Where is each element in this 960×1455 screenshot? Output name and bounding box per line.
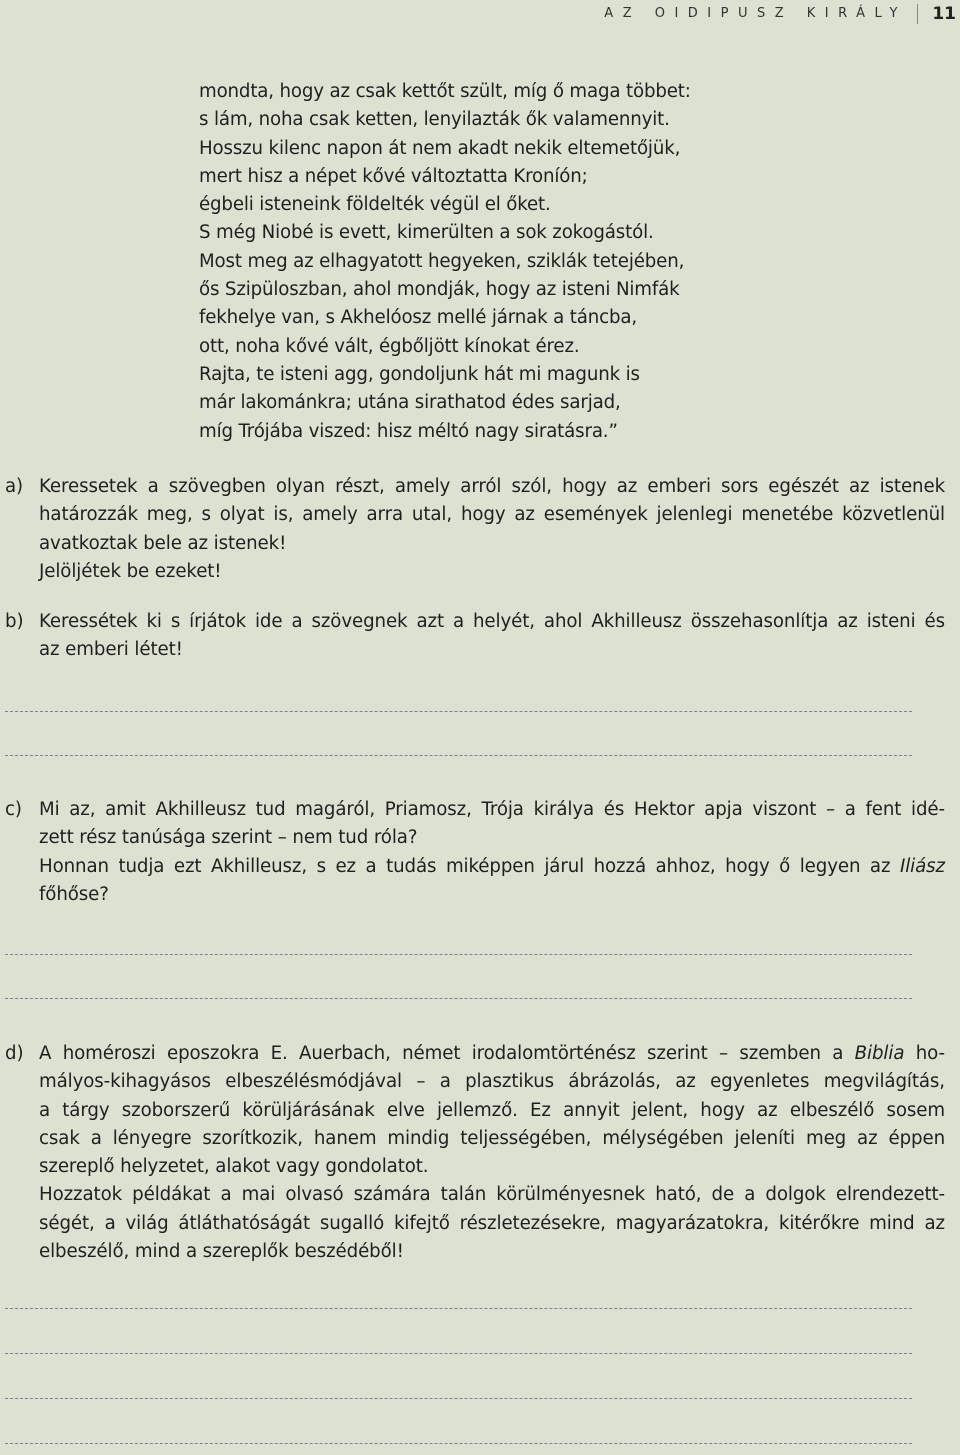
question-text-line: mályos-kihagyásos elbeszélésmódjával – a plasztikus ábrázolás, az egyenletes megvilágítás, bbox=[39, 1071, 945, 1093]
answer-line[interactable] bbox=[5, 1353, 912, 1354]
question-text-line: ségét, a világ átláthatóságát sugalló kifejtő részletezésekre, magyarázatokra, kitérőkre mind az bbox=[39, 1212, 945, 1234]
answer-line[interactable] bbox=[5, 998, 912, 999]
poem-line: már lakománkra; utána sirathatod édes sarjad, bbox=[199, 392, 621, 414]
poem-line: Hosszu kilenc napon át nem akadt nekik eltemetőjük, bbox=[199, 137, 681, 159]
question-letter: c) bbox=[5, 799, 22, 820]
question-text-line: főhőse? bbox=[39, 883, 109, 905]
answer-line[interactable] bbox=[5, 711, 912, 712]
poem-line: mert hisz a népet kővé változtatta Kroníón; bbox=[199, 165, 588, 187]
question-d bbox=[0, 1040, 945, 1266]
running-title: AZ OIDIPUSZ KIRÁLY bbox=[604, 6, 907, 21]
page-number: 11 bbox=[917, 4, 960, 24]
answer-line[interactable] bbox=[5, 1443, 912, 1444]
question-text-line: a tárgy szoborszerű körüljárásának elve jellemző. Ez annyit jelent, hogy az elbeszélő sosem bbox=[39, 1099, 945, 1121]
question-text-line: Keressetek a szövegben olyan részt, amely arról szól, hogy az emberi sors egészét az istenek bbox=[39, 476, 945, 497]
question-c bbox=[0, 796, 945, 909]
italic-title: Iliász bbox=[899, 855, 945, 877]
answer-line[interactable] bbox=[5, 1308, 912, 1309]
poem-line: míg Trójába viszed: hisz méltó nagy siratásra.” bbox=[199, 420, 618, 442]
poem-line: Rajta, te isteni agg, gondoljunk hát mi magunk is bbox=[199, 363, 640, 385]
question-text-line: szereplő helyzetet, alakot vagy gondolatot. bbox=[39, 1156, 429, 1178]
answer-line[interactable] bbox=[5, 1398, 912, 1399]
answer-line[interactable] bbox=[5, 755, 912, 756]
poem-line: S még Niobé is evett, kimerülten a sok zokogástól. bbox=[199, 222, 654, 244]
question-text-line: csak a lényegre szorítkozik, hanem mindig teljességében, mélységében jeleníti meg az éppen bbox=[39, 1127, 945, 1149]
question-text-line: Keressétek ki s írjátok ide a szövegnek azt a helyét, ahol Akhilleusz összehasonlítja az isteni és bbox=[39, 611, 945, 632]
question-text: ho- bbox=[915, 1043, 945, 1064]
italic-title: Biblia bbox=[854, 1043, 905, 1064]
question-text-line: Jelöljétek be ezeket! bbox=[39, 560, 222, 582]
poem-quotation bbox=[199, 78, 929, 446]
question-letter: a) bbox=[5, 476, 24, 497]
question-text-line: az emberi létet! bbox=[39, 639, 183, 661]
question-letter: d) bbox=[5, 1043, 24, 1064]
question-text-line: zett rész tanúsága szerint – nem tud róla? bbox=[39, 827, 418, 849]
question-text-line: elbeszélő, mind a szereplők beszédéből! bbox=[39, 1241, 404, 1263]
question-text-line bbox=[39, 853, 945, 881]
question-a bbox=[0, 473, 945, 586]
poem-line: égbeli isteneink földelték végül el őket. bbox=[199, 194, 551, 216]
running-header bbox=[604, 4, 960, 26]
poem-line: ős Szipüloszban, ahol mondják, hogy az isteni Nimfák bbox=[199, 279, 680, 301]
question-text-line bbox=[39, 1040, 945, 1068]
poem-line: ott, noha kővé vált, égbőljött kínokat érez. bbox=[199, 335, 580, 357]
question-text-line: határozzák meg, s olyat is, amely arra utal, hogy az események jelenlegi menetébe közvetlenül bbox=[39, 504, 945, 526]
question-b bbox=[0, 608, 945, 665]
poem-line: fekhelye van, s Akhelóosz mellé járnak a táncba, bbox=[199, 307, 638, 329]
answer-line[interactable] bbox=[5, 954, 912, 955]
question-text: A homéroszi eposzokra E. Auerbach, német irodalomtörténész szerint – szemben a bbox=[39, 1043, 844, 1064]
poem-line: mondta, hogy az csak kettőt szült, míg ő maga többet: bbox=[199, 81, 691, 102]
question-text-line: avatkoztak bele az istenek! bbox=[39, 532, 287, 554]
poem-line: Most meg az elhagyatott hegyeken, sziklák tetejében, bbox=[199, 250, 685, 272]
question-text-line: Mi az, amit Akhilleusz tud magáról, Priamosz, Trója királya és Hektor apja viszont – a fent idé- bbox=[39, 799, 945, 820]
question-text: Honnan tudja ezt Akhilleusz, s ez a tudás miképpen járul hozzá ahhoz, hogy ő legyen az bbox=[39, 855, 891, 877]
question-letter: b) bbox=[5, 611, 24, 632]
question-text-line: Hozzatok példákat a mai olvasó számára talán körülményesnek ható, de a dolgok elrendezett- bbox=[39, 1184, 945, 1206]
poem-line: s lám, noha csak ketten, lenyilazták ők valamennyit. bbox=[199, 109, 670, 131]
